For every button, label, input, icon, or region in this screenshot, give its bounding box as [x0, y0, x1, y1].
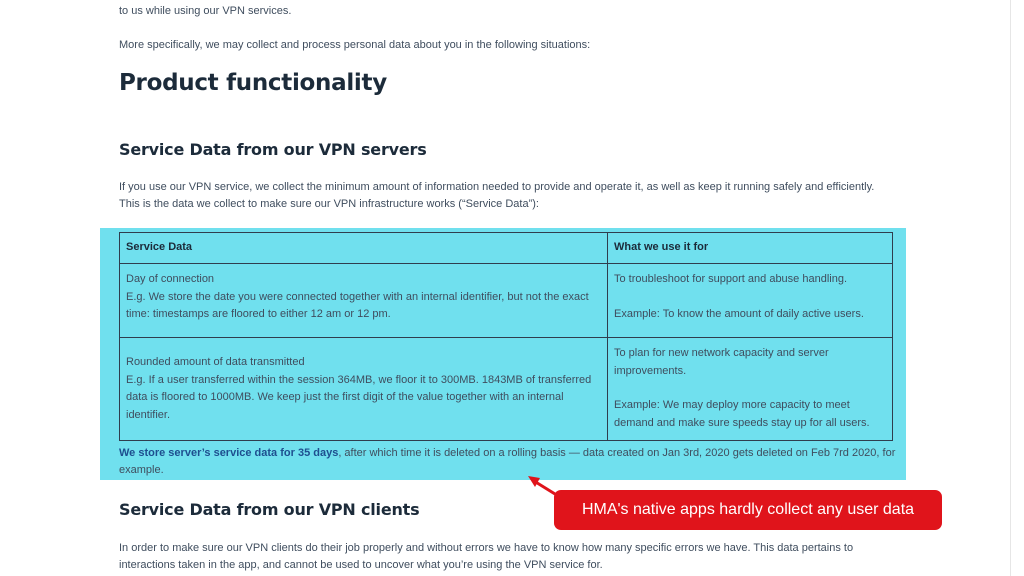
- cell-detail: E.g. If a user transferred within the session 364MB, we floor it to 300MB. 1843MB of transferred data is floored to 1000MB. We keep just the first digit of the value together with an internal identifier.: [126, 373, 592, 421]
- intro-line: More specifically, we may collect and process personal data about you in the following situations:: [119, 39, 591, 51]
- cell-title: Day of connection: [126, 273, 215, 285]
- table-row: [120, 338, 893, 441]
- table-cell: [608, 338, 893, 441]
- cell-title: Rounded amount of data transmitted: [126, 356, 305, 368]
- table-cell: [120, 264, 608, 338]
- table-header-usage: What we use it for: [608, 233, 893, 264]
- retention-bold: We store server’s service data for 35 days: [119, 447, 339, 459]
- cell-purpose: To troubleshoot for support and abuse handling.: [614, 273, 847, 285]
- table-cell: [608, 264, 893, 338]
- retention-note: [119, 445, 899, 479]
- cell-example: Example: We may deploy more capacity to meet demand and make sure speeds stay up for all users.: [614, 399, 870, 429]
- callout-arrow-icon: [524, 472, 558, 498]
- retention-rest: , after which time it is deleted on a rolling basis — data created on Jan 3rd, 2020 gets deleted on Feb 7rd 2020, for example.: [119, 447, 896, 476]
- section-title-clients: Service Data from our VPN clients: [119, 500, 420, 519]
- page-heading: Product functionality: [119, 70, 387, 96]
- callout-banner: [554, 490, 942, 530]
- callout-text: HMA's native apps hardly collect any user data: [581, 501, 915, 518]
- page-edge-divider: [1010, 0, 1011, 576]
- table-header-service-data: Service Data: [120, 233, 608, 264]
- section-title-servers: Service Data from our VPN servers: [119, 140, 427, 159]
- section-body-clients: In order to make sure our VPN clients do their job properly and without errors we have to know how many specific errors we have. This data pertains to interactions taken in the app, and cannot be used to uncover what you’re using the VPN service for.: [119, 542, 854, 571]
- cell-example: Example: To know the amount of daily active users.: [614, 307, 864, 320]
- service-data-table: [119, 232, 893, 441]
- cell-purpose: To plan for new network capacity and server improvements.: [614, 347, 829, 377]
- intro-line-top: to us while using our VPN services.: [119, 5, 292, 17]
- section-body-servers: If you use our VPN service, we collect the minimum amount of information needed to provide and operate it, as well as keep it running safely and efficiently. This is the data we collect to make sure our VPN infrastructure works (“Service Data”):: [119, 181, 875, 210]
- cell-detail: E.g. We store the date you were connected together with an internal identifier, but not the exact time: timestamps are floored to either 12 am or 12 pm.: [126, 290, 589, 320]
- table-row: [120, 264, 893, 338]
- table-header-row: [120, 233, 893, 264]
- table-cell: [120, 338, 608, 441]
